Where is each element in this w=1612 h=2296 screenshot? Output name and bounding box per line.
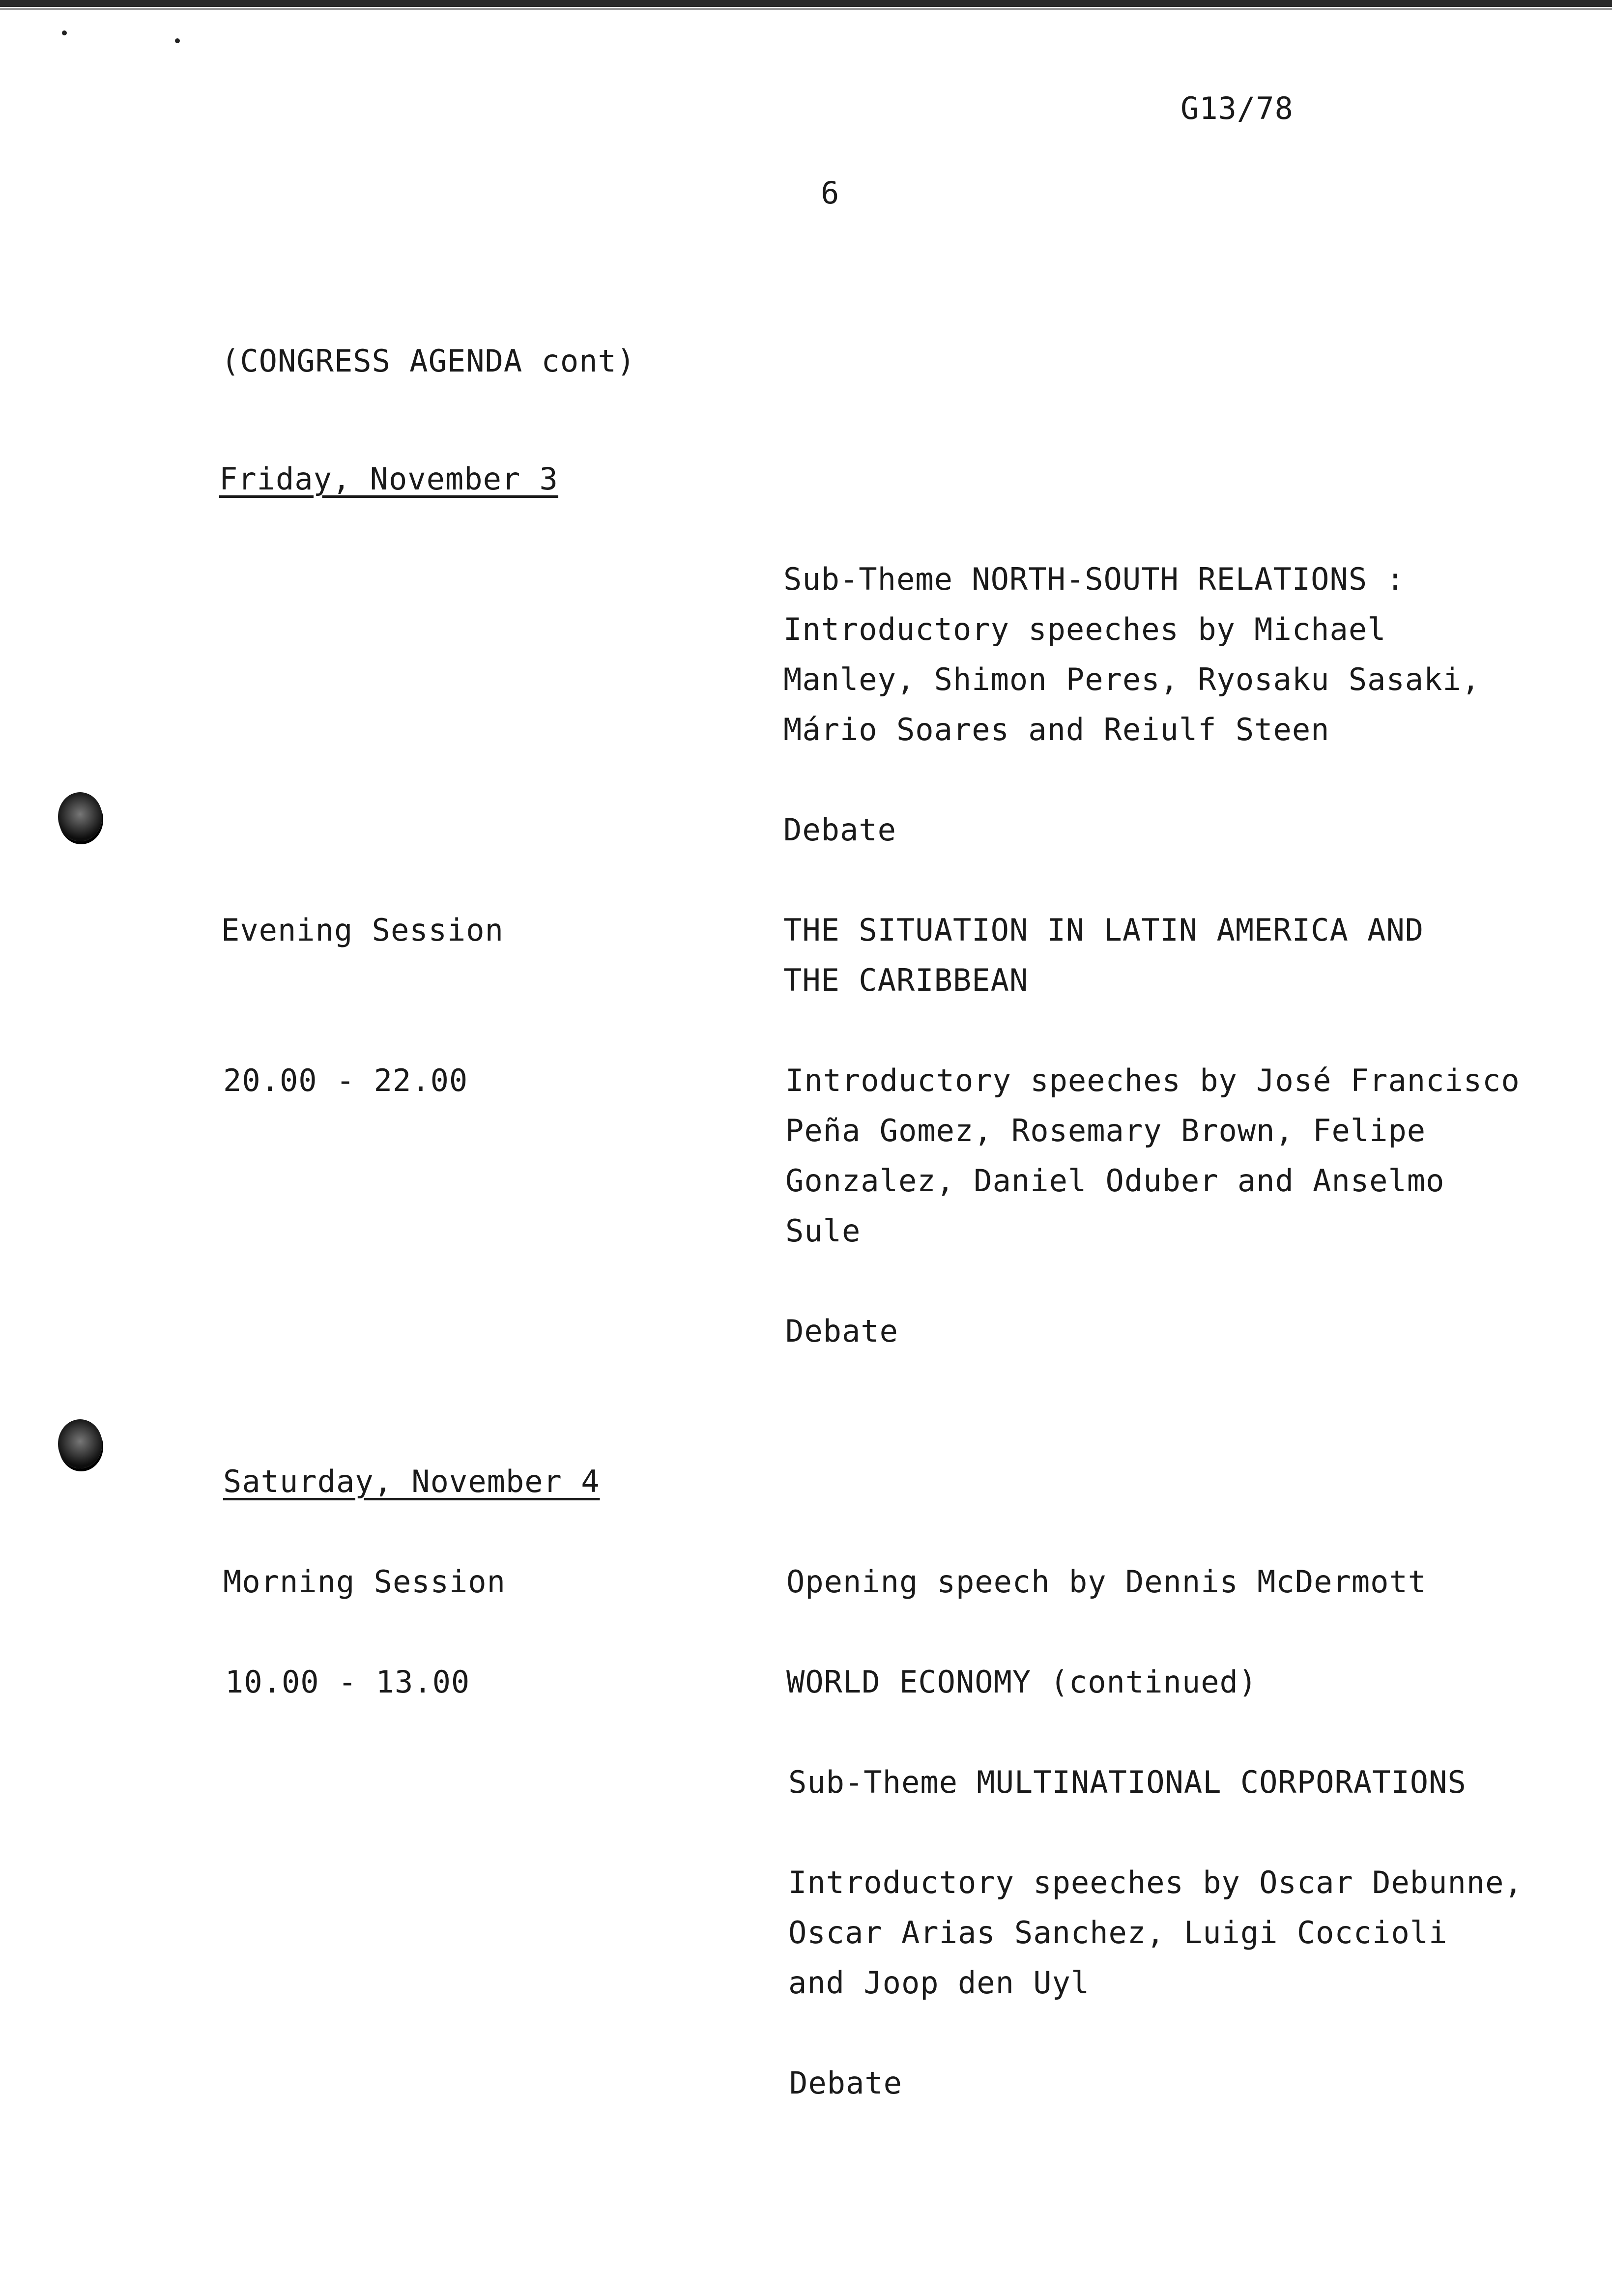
document-reference: G13/78	[1180, 90, 1294, 126]
multinational-subtheme: Sub-Theme MULTINATIONAL CORPORATIONS	[788, 1764, 1467, 1800]
multinational-speeches-line-1: Introductory speeches by Oscar Debunne,	[788, 1865, 1523, 1900]
latin-america-speeches-line-1: Introductory speeches by José Francisco	[785, 1062, 1520, 1098]
friday-date-heading: Friday, November 3	[219, 461, 558, 497]
latin-america-speeches-line-4: Sule	[785, 1213, 861, 1249]
north-south-line-1: Sub-Theme NORTH-SOUTH RELATIONS :	[783, 561, 1405, 597]
world-economy-heading: WORLD ECONOMY (continued)	[786, 1664, 1258, 1700]
punch-hole-icon	[58, 1419, 102, 1468]
multinational-speeches-line-3: and Joop den Uyl	[788, 1965, 1090, 2001]
page-speck	[175, 38, 180, 43]
multinational-speeches-line-2: Oscar Arias Sanchez, Luigi Coccioli	[788, 1915, 1448, 1951]
latin-america-title-line-2: THE CARIBBEAN	[783, 962, 1029, 998]
north-south-line-3: Manley, Shimon Peres, Ryosaku Sasaki,	[783, 661, 1481, 697]
top-border-shadow	[0, 8, 1612, 10]
top-border-line	[0, 0, 1612, 7]
saturday-debate: Debate	[789, 2065, 902, 2101]
morning-session-label: Morning Session	[223, 1564, 506, 1600]
latin-america-speeches-line-2: Peña Gomez, Rosemary Brown, Felipe	[785, 1113, 1426, 1148]
latin-america-title-line-1: THE SITUATION IN LATIN AMERICA AND	[783, 912, 1424, 948]
agenda-heading: (CONGRESS AGENDA cont)	[221, 343, 636, 379]
evening-session-time: 20.00 - 22.00	[223, 1062, 468, 1098]
friday-debate-1: Debate	[783, 812, 896, 848]
punch-hole-icon	[58, 792, 102, 841]
page-number: 6	[821, 175, 840, 211]
north-south-line-4: Mário Soares and Reiulf Steen	[783, 712, 1330, 747]
morning-session-time: 10.00 - 13.00	[225, 1664, 470, 1700]
evening-session-label: Evening Session	[221, 912, 504, 948]
page-speck	[62, 30, 67, 35]
latin-america-speeches-line-3: Gonzalez, Daniel Oduber and Anselmo	[785, 1163, 1445, 1199]
saturday-date-heading: Saturday, November 4	[223, 1464, 600, 1499]
friday-debate-2: Debate	[785, 1313, 898, 1349]
north-south-line-2: Introductory speeches by Michael	[783, 611, 1386, 647]
opening-speech: Opening speech by Dennis McDermott	[786, 1564, 1427, 1600]
